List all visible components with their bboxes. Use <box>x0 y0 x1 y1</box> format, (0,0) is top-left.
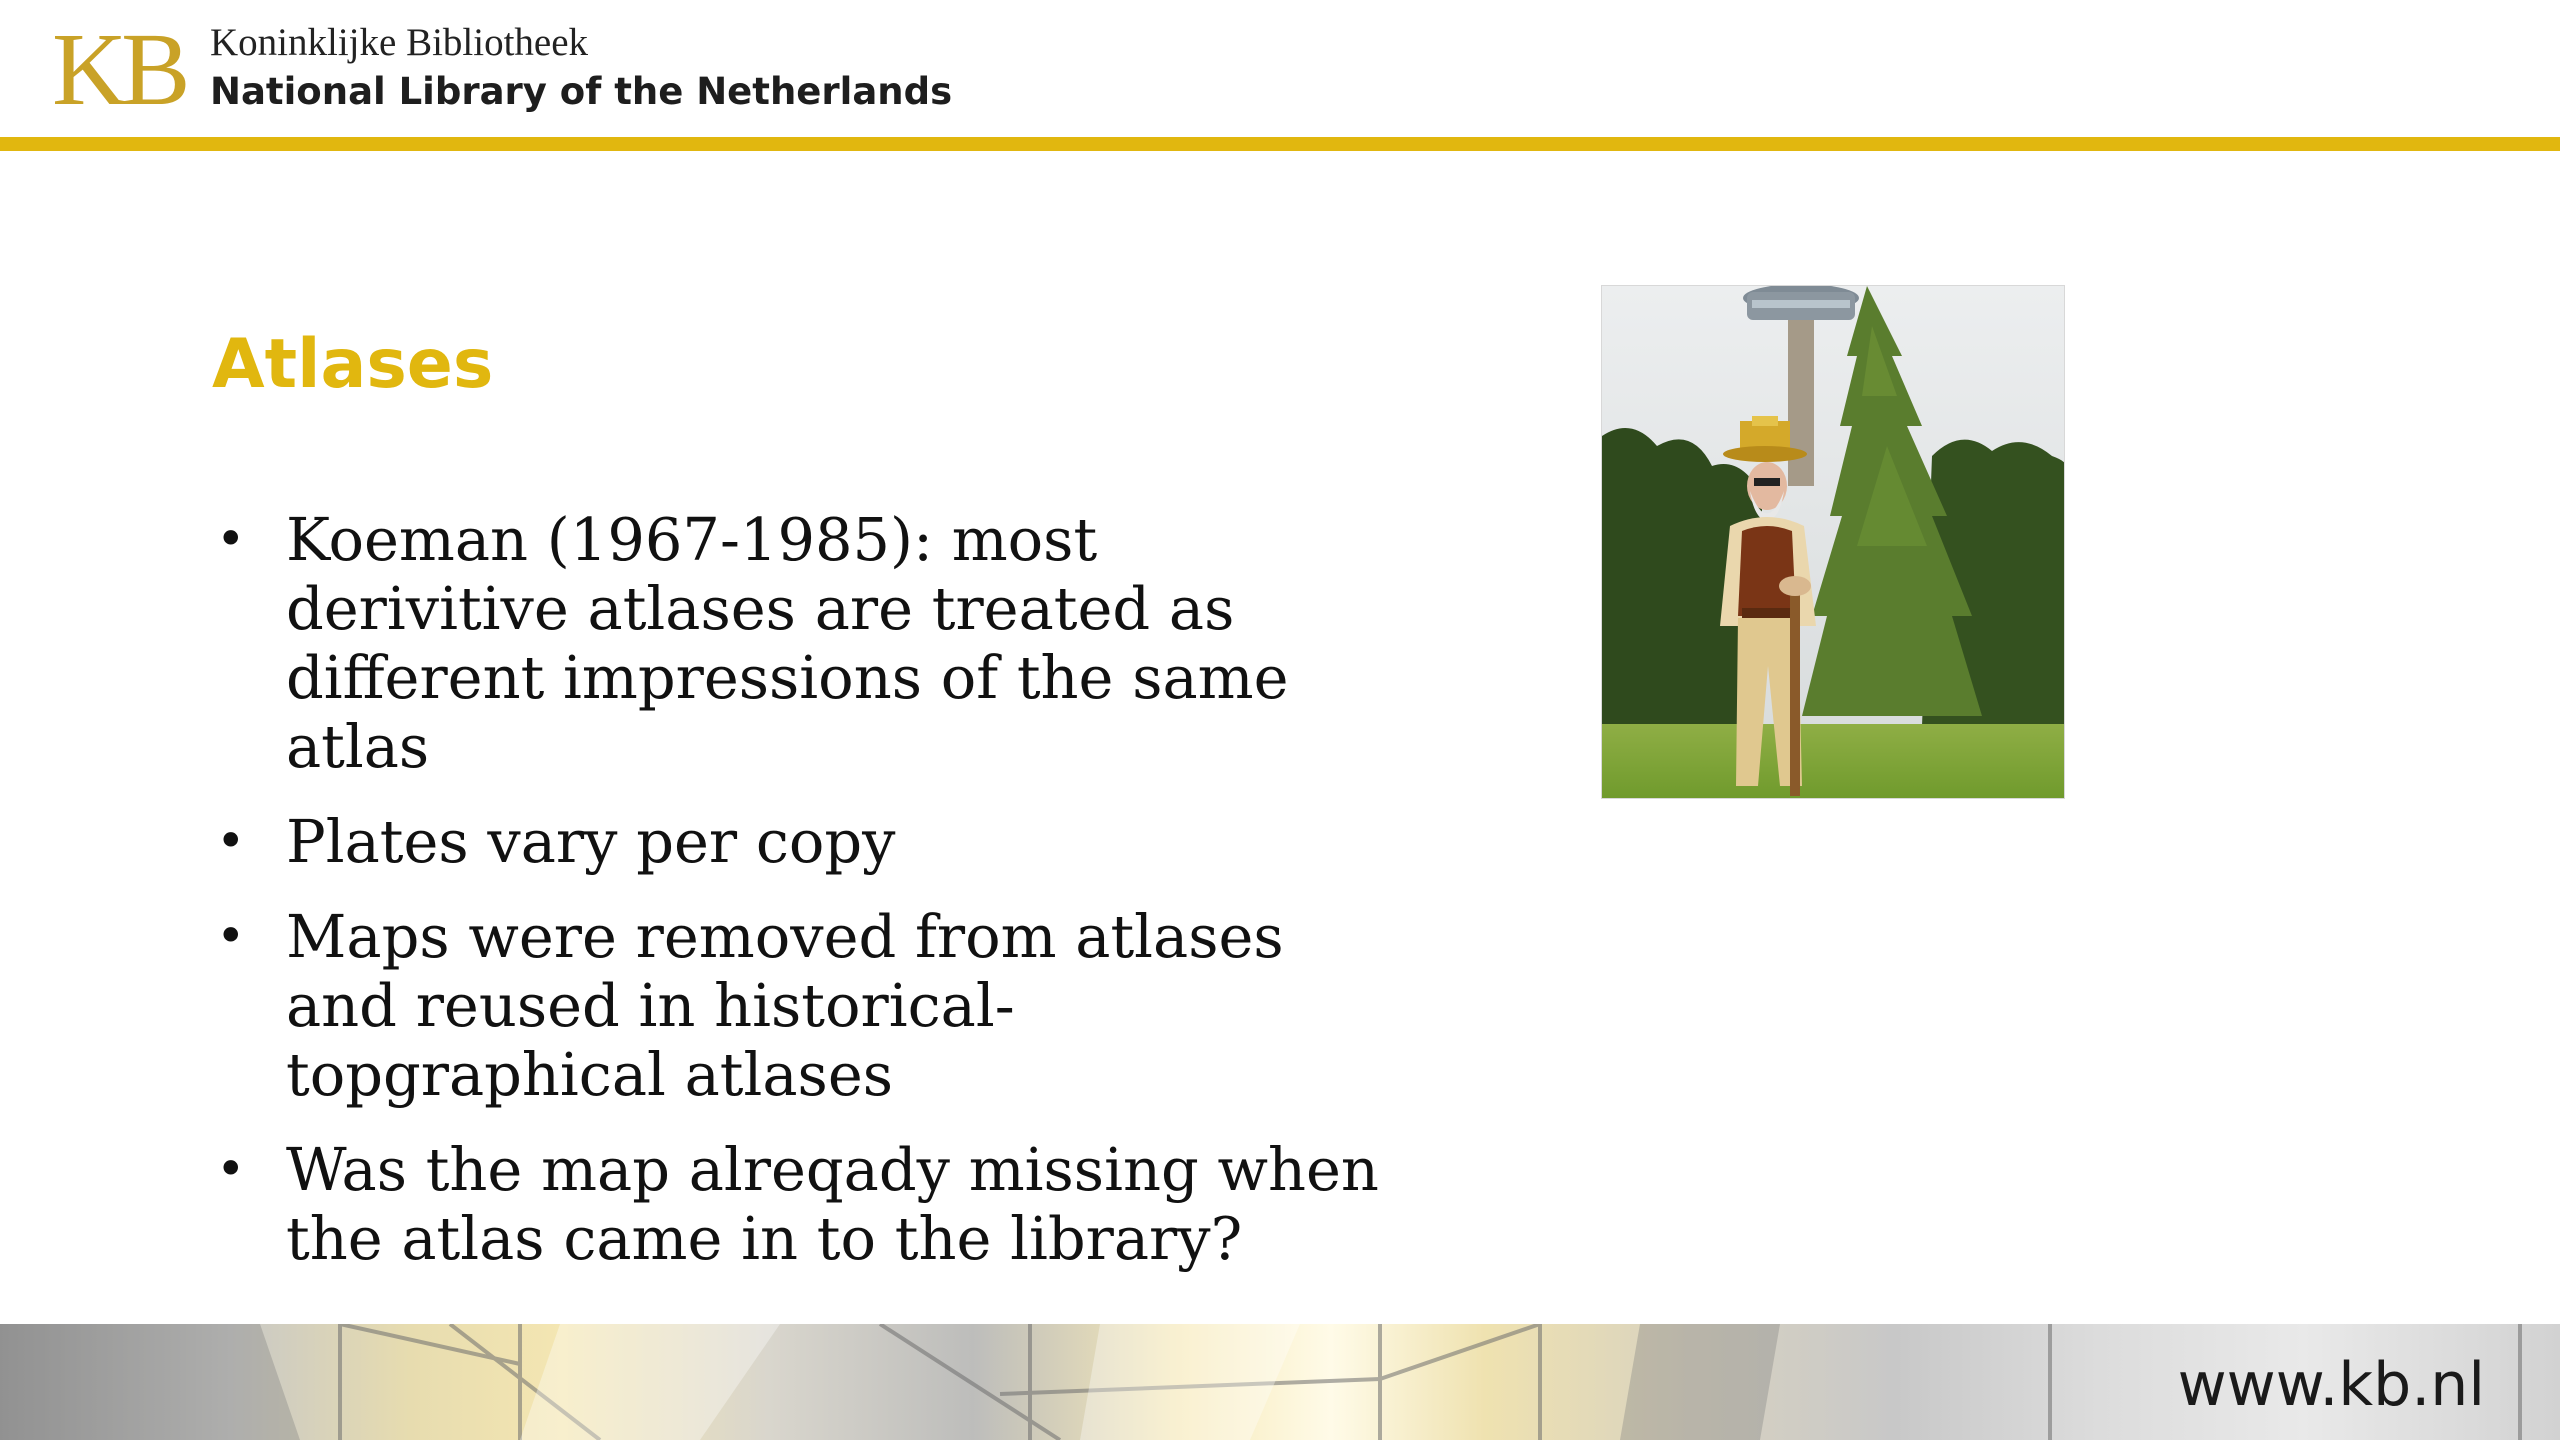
bullet-text: Maps were removed from atlases and reused in historical-topgraphical atlases <box>286 902 1284 1109</box>
org-name-dutch: Koninklijke Bibliotheek <box>210 21 589 64</box>
header-divider <box>0 137 2560 151</box>
costumed-man-photo <box>1601 285 2065 799</box>
kb-logo: KB <box>52 12 185 127</box>
bullet-text: Plates vary per copy <box>286 807 896 876</box>
bullet-text: Was the map alreqady missing when the atlas came in to the library? <box>286 1135 1379 1273</box>
website-url[interactable]: www.kb.nl <box>2177 1350 2485 1420</box>
bullet-item <box>210 505 1390 781</box>
slide-title: Atlases <box>212 325 494 404</box>
bullet-marker: • <box>216 812 246 870</box>
org-name-english: National Library of the Netherlands <box>210 70 953 113</box>
bullet-item <box>210 807 1390 876</box>
bullet-list <box>210 505 1390 1299</box>
header <box>0 0 2560 137</box>
bullet-marker: • <box>216 907 246 965</box>
bullet-text: Koeman (1967-1985): most derivitive atlases are treated as different impressions of the same atlas <box>286 505 1289 781</box>
footer-band <box>0 1324 2560 1440</box>
bullet-item <box>210 1135 1390 1273</box>
bullet-item <box>210 902 1390 1109</box>
bullet-marker: • <box>216 1140 246 1198</box>
bullet-marker: • <box>216 510 246 568</box>
footer-architecture-pattern <box>0 1324 2560 1440</box>
